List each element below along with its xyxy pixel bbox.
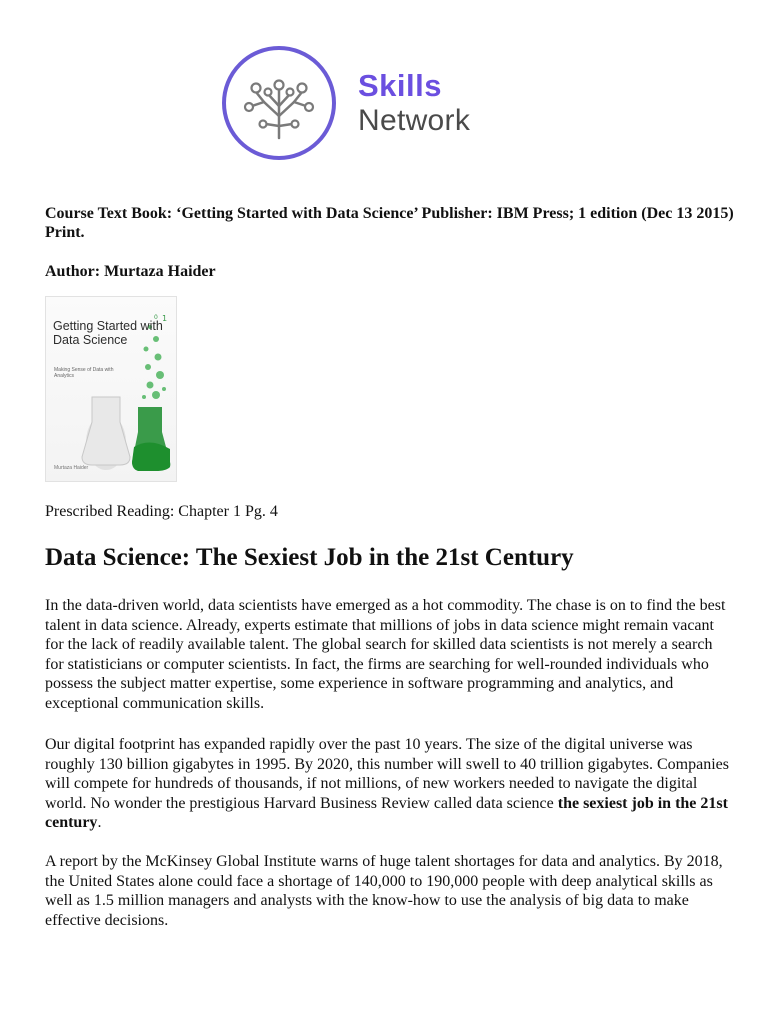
paragraph-2 — [45, 735, 733, 833]
paragraph-2-text: Our digital footprint has expanded rapidly over the past 10 years. The size of the digital universe was roughly 130 billion gigabytes in 1995. By 2020, this number will swell to 40 trillion gigabytes. Companies will compete for hundreds of thousands, if not millions, of new workers needed to navigate the digital world. No wonder the prestigious Harvard Business Review called data science — [45, 736, 729, 812]
book-cover-author: Murtaza Haider — [54, 465, 89, 471]
book-cover-title: Getting Started with Data Science — [53, 319, 163, 347]
tree-network-icon — [222, 46, 336, 160]
article-heading: Data Science: The Sexiest Job in the 21st Century — [45, 544, 574, 571]
author-line: Author: Murtaza Haider — [45, 263, 216, 280]
svg-text:1: 1 — [162, 314, 168, 323]
paragraph-3: A report by the McKinsey Global Institute warns of huge talent shortages for data and analytics. By 2018, the United States alone could face a shortage of 140,000 to 190,000 people with deep analytical skills as well as 1.5 million managers and analysts with the know-how to use the analysis of big data to make effective decisions. — [45, 853, 723, 929]
paragraph-2-end: . — [97, 814, 102, 832]
prescribed-reading: Prescribed Reading: Chapter 1 Pg. 4 — [45, 503, 278, 520]
book-cover-image — [45, 296, 177, 482]
skills-network-logo — [222, 46, 552, 168]
logo-word-network: Network — [358, 104, 471, 137]
paragraph-1: In the data-driven world, data scientists have emerged as a hot commodity. The chase is on to find the best talent in data science. Already, experts estimate that millions of jobs in data science might remain vacant for the lack of readily available talent. The global search for skilled data scientists is not merely a search for statisticians or computer scientists. In fact, the firms are searching for well-rounded individuals who possess the subject matter expertise, some experience in software programming and analytics, and exceptional communication skills. — [45, 597, 726, 712]
course-textbook-info: Course Text Book: ‘Getting Started with Data Science’ Publisher: IBM Press; 1 edition (Dec 13 2015) Print. — [45, 205, 734, 241]
paragraph-2-emphasis: the sexiest job in the 21st century — [45, 794, 728, 832]
svg-text:0: 0 — [154, 314, 158, 321]
book-cover-subtitle: Making Sense of Data with Analytics — [54, 367, 114, 379]
logo-word-skills: Skills — [358, 68, 442, 103]
